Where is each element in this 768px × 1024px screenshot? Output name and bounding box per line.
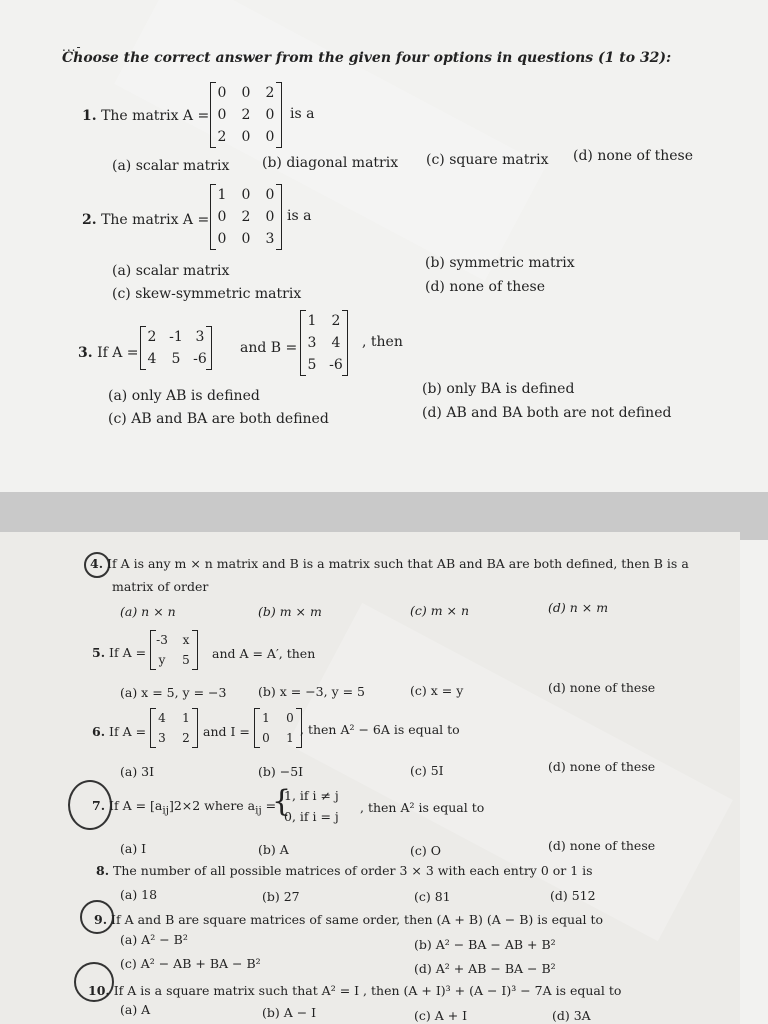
header-dots: ...-: [62, 40, 82, 54]
q7-option-c: (c) O: [410, 843, 441, 858]
q6-post: , then A² − 6A is equal to: [300, 722, 460, 737]
q4-option-a: (a) n × n: [120, 604, 176, 619]
q2-option-b: (b) symmetric matrix: [425, 255, 575, 271]
q4-text2: matrix of order: [112, 579, 209, 594]
q4-text: If A is any m × n matrix and B is a matrix such that AB and BA are both defined, then B is a: [107, 556, 689, 571]
q7-option-b: (b) A: [258, 842, 289, 857]
q9-option-a: (a) A² − B²: [120, 932, 188, 947]
q8-text: The number of all possible matrices of order 3 × 3 with each entry 0 or 1 is: [113, 863, 593, 878]
watermark-shape-2: [287, 603, 733, 941]
q2-pre: The matrix A =: [101, 212, 210, 228]
q10-option-a: (a) A: [120, 1002, 151, 1017]
q9-number: 9.: [94, 912, 108, 927]
q1-number: 1.: [82, 108, 97, 124]
q4-stem: [90, 556, 689, 571]
q2-option-c: (c) skew-symmetric matrix: [112, 286, 302, 302]
q10-text: If A is a square matrix such that A² = I , then (A + I)³ + (A − I)³ − 7A is equal to: [113, 983, 622, 998]
q7-option-d: (d) none of these: [548, 838, 656, 853]
q6-stem: [92, 724, 146, 739]
q9-option-c: (c) A² − AB + BA − B²: [120, 956, 261, 971]
q8-option-a: (a) 18: [120, 887, 158, 902]
q6-pre: If A =: [109, 724, 147, 739]
q2-matrix: 1 0 0 0 2 0 0 0 3: [210, 184, 282, 250]
q1-post: is a: [290, 106, 315, 122]
q5-option-d: (d) none of these: [548, 680, 656, 695]
q1-pre: The matrix A =: [101, 108, 210, 124]
q3-stem: [78, 345, 139, 361]
q6-option-a: (a) 3I: [120, 764, 155, 779]
q4-option-c: (c) m × n: [410, 603, 470, 618]
q9-text: If A and B are square matrices of same order, then (A + B) (A − B) is equal to: [111, 912, 604, 927]
page-bottom: [0, 532, 740, 1024]
q6-option-b: (b) −5I: [258, 764, 304, 779]
q6-option-d: (d) none of these: [548, 759, 656, 774]
q10-option-d: (d) 3A: [552, 1008, 591, 1023]
q5-option-a: (a) x = 5, y = −3: [120, 685, 227, 700]
q7-case-2: 0, if i = j: [284, 809, 339, 824]
q1-option-d: (d) none of these: [573, 148, 693, 164]
q9-option-b: (b) A² − BA − AB + B²: [414, 937, 556, 952]
q6-number: 6.: [92, 724, 106, 739]
q7-case-1: 1, if i ≠ j: [284, 788, 339, 803]
q7-sub2: ]2×2 where a: [168, 798, 256, 813]
q5-stem: [92, 645, 146, 660]
page-top: [0, 0, 768, 492]
q2-stem: [82, 212, 209, 228]
q5-matrix: -3 x y 5: [150, 630, 198, 670]
q3-option-c: (c) AB and BA are both defined: [108, 411, 329, 427]
q10-option-b: (b) A − I: [262, 1005, 317, 1020]
q9-option-d: (d) A² + AB − BA − B²: [414, 961, 556, 976]
q2-option-a: (a) scalar matrix: [112, 263, 230, 279]
q8-stem: [96, 863, 593, 878]
q2-post: is a: [287, 208, 312, 224]
q10-stem: [88, 983, 621, 998]
q8-option-c: (c) 81: [414, 889, 451, 904]
q5-post: and A = A′, then: [212, 646, 316, 661]
q3-option-d: (d) AB and BA both are not defined: [422, 405, 672, 421]
q7-sub: ij: [162, 804, 169, 817]
q3-matrix-a: 2 -1 3 4 5 -6: [140, 326, 212, 370]
q6-matrix-a: 4 1 3 2: [150, 708, 198, 748]
q1-stem: [82, 108, 209, 124]
q3-pre: If A =: [97, 345, 139, 361]
q4-number: 4.: [90, 556, 104, 571]
q6-matrix-i: 1 0 0 1: [254, 708, 302, 748]
q1-option-b: (b) diagonal matrix: [262, 155, 399, 171]
q5-option-c: (c) x = y: [410, 683, 464, 698]
q5-option-b: (b) x = −3, y = 5: [258, 684, 366, 699]
q7-brace: {: [272, 784, 292, 819]
q3-option-b: (b) only BA is defined: [422, 381, 575, 397]
q1-option-a: (a) scalar matrix: [112, 158, 230, 174]
page-edge: [740, 540, 768, 1024]
q7-option-a: (a) I: [120, 841, 147, 856]
q6-option-c: (c) 5I: [410, 763, 444, 778]
q4-option-d: (d) n × m: [548, 600, 609, 615]
q7-eq: =: [261, 798, 277, 813]
q10-number: 10.: [88, 983, 110, 998]
q3-option-a: (a) only AB is defined: [108, 388, 260, 404]
watermark-shape: [114, 0, 549, 281]
q7-number: 7.: [92, 798, 106, 813]
q7-pre: If A = [a: [109, 798, 163, 813]
instructions: Choose the correct answer from the given four options in questions (1 to 32):: [62, 50, 672, 66]
q7-sub3: ij: [255, 804, 262, 817]
q2-option-d: (d) none of these: [425, 279, 545, 295]
q8-option-b: (b) 27: [262, 889, 300, 904]
q8-option-d: (d) 512: [550, 888, 596, 903]
q6-mid: and I =: [203, 724, 250, 739]
q10-option-c: (c) A + I: [414, 1008, 468, 1023]
q4-option-b: (b) m × m: [258, 604, 322, 619]
q1-option-c: (c) square matrix: [426, 152, 549, 168]
q3-post: , then: [362, 334, 403, 350]
q3-mid: and B =: [240, 340, 298, 356]
q5-number: 5.: [92, 645, 106, 660]
q7-stem: [92, 798, 276, 817]
q3-matrix-b: 1 2 3 4 5 -6: [300, 310, 348, 376]
q2-number: 2.: [82, 212, 97, 228]
q9-stem: [94, 912, 603, 927]
q8-number: 8.: [96, 863, 110, 878]
q1-matrix: 0 0 2 0 2 0 2 0 0: [210, 82, 282, 148]
q7-post: , then A² is equal to: [360, 800, 485, 815]
q3-number: 3.: [78, 345, 93, 361]
q5-pre: If A =: [109, 645, 147, 660]
